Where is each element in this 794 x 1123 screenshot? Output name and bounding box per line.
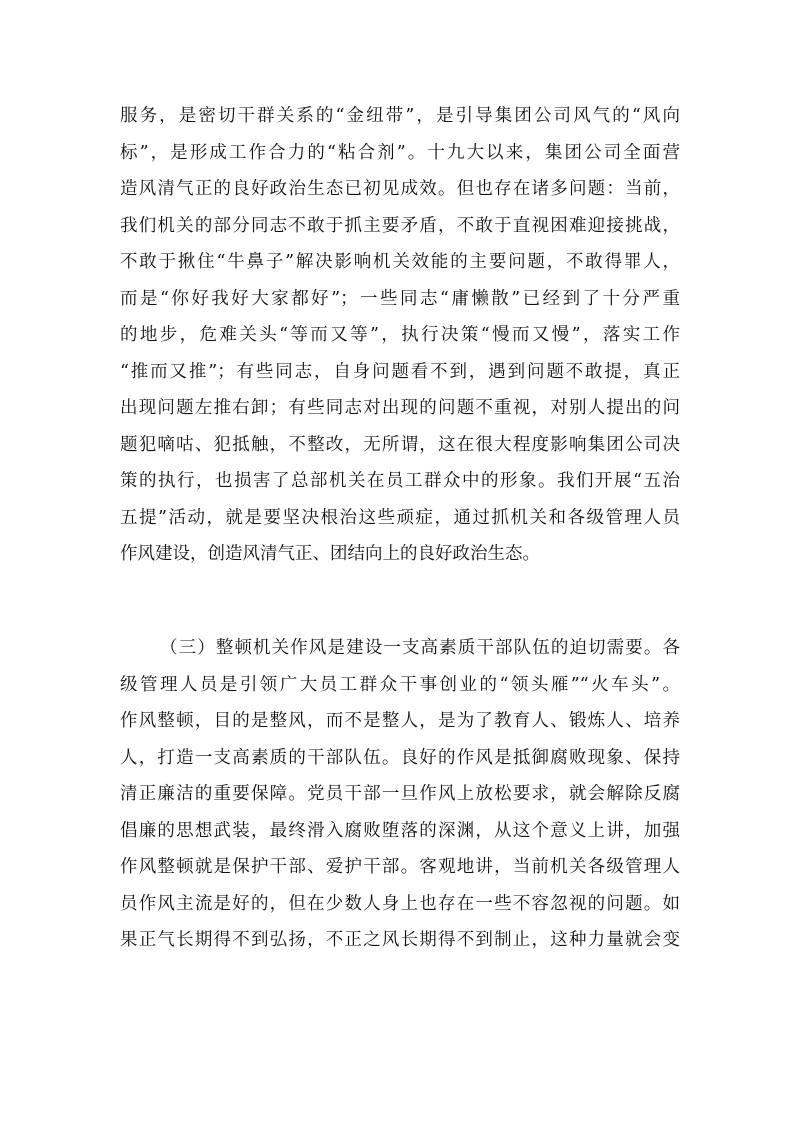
text-line: 五提”活动，就是要坚决根治这些顽症，通过抓机关和各级管理人员	[120, 507, 680, 528]
text-line: 策的执行，也损害了总部机关在员工群众中的形象。我们开展“五治	[120, 471, 680, 491]
text-line: 我们机关的部分同志不敢于抓主要矛盾，不敢于直视困难迎接挑战，	[120, 215, 680, 236]
text-line: 作风建设，创造风清气正、团结向上的良好政治生态。	[120, 544, 540, 564]
text-line: 作风整顿就是保护干部、爱护干部。客观地讲，当前机关各级管理人	[120, 857, 680, 877]
text-line: 清正廉洁的重要保障。党员干部一旦作风上放松要求，就会解除反腐	[120, 784, 680, 804]
text-line: 造风清气正的良好政治生态已初见成效。但也存在诸多问题：当前，	[120, 179, 680, 199]
section-heading-line: （三）整顿机关作风是建设一支高素质干部队伍的迫切需要。各	[160, 638, 680, 658]
text-line: 服务，是密切干群关系的“金纽带”，是引导集团公司风气的“风向	[120, 106, 680, 126]
text-line: 级管理人员是引领广大员工群众干事创业的“领头雁”“火车头”。	[120, 674, 680, 695]
text-line: 出现问题左推右卸；有些同志对出现的问题不重视，对别人提出的问	[120, 398, 680, 418]
text-line: 倡廉的思想武装，最终滑入腐败堕落的深渊，从这个意义上讲，加强	[120, 820, 680, 841]
text-line: 而是“你好我好大家都好”；一些同志“庸懒散”已经到了十分严重	[120, 288, 680, 309]
text-line: “推而又推”；有些同志，自身问题看不到，遇到问题不敢提，真正	[120, 361, 680, 382]
text-line: 人，打造一支高素质的干部队伍。良好的作风是抵御腐败现象、保持	[120, 747, 680, 768]
text-line: 的地步，危难关头“等而又等”，执行决策“慢而又慢”，落实工作	[120, 325, 680, 345]
text-line: 不敢于揪住“牛鼻子”解决影响机关效能的主要问题，不敢得罪人，	[120, 252, 680, 272]
text-line: 标”，是形成工作合力的“粘合剂”。十九大以来，集团公司全面营	[120, 142, 680, 163]
text-line: 题犯嘀咕、犯抵触，不整改，无所谓，这在很大程度影响集团公司决	[120, 434, 680, 455]
paragraph-1	[120, 98, 680, 573]
text-line: 果正气长期得不到弘扬，不正之风长期得不到制止，这种力量就会变	[120, 930, 680, 950]
paragraph-2	[120, 630, 680, 959]
text-line: 员作风主流是好的，但在少数人身上也存在一些不容忽视的问题。如	[120, 893, 680, 914]
text-line: 作风整顿，目的是整风，而不是整人，是为了教育人、锻炼人、培养	[120, 711, 680, 731]
